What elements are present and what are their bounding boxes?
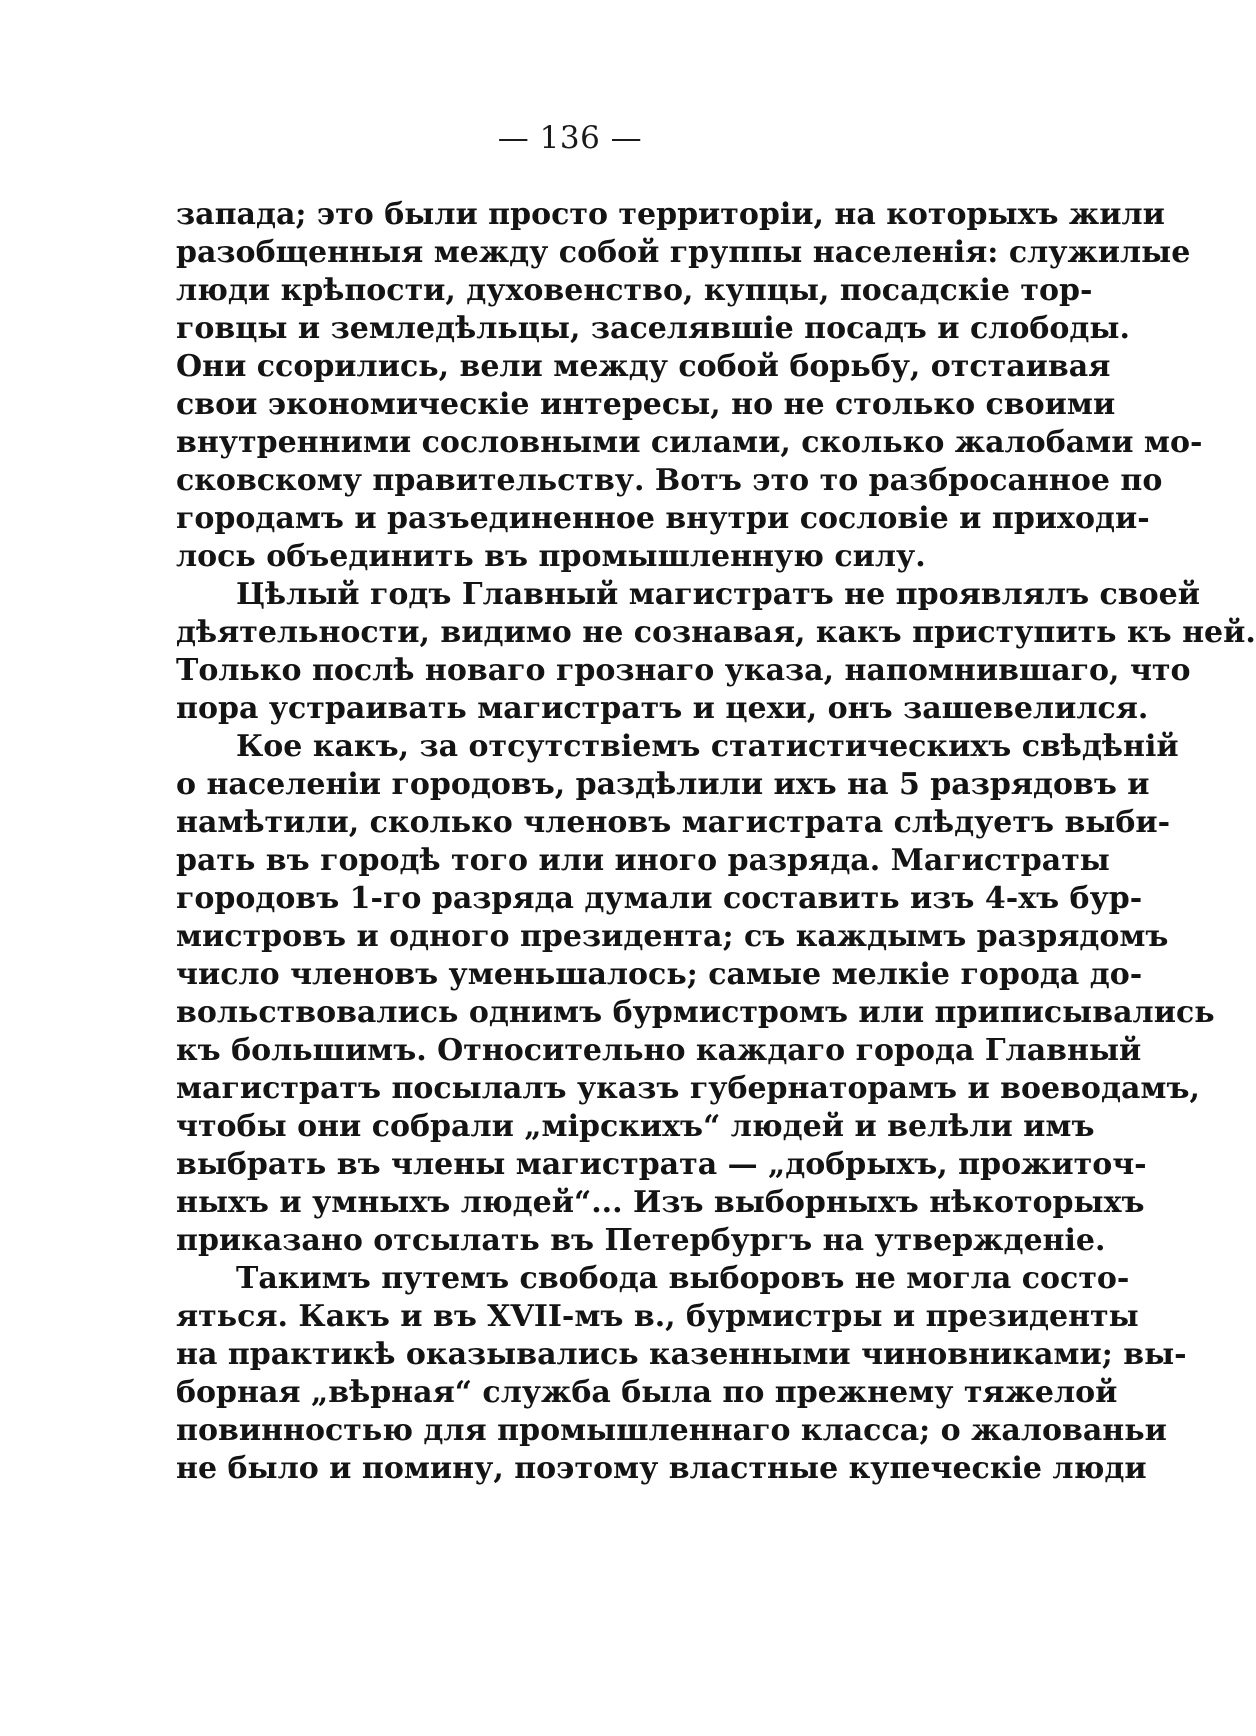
text-line: мистровъ и одного президента; съ каждымъ разрядомъ [176,919,1169,954]
text-line: выбрать въ члены магистрата — „добрыхъ, прожиточ- [176,1147,1147,1182]
paragraph [176,576,1256,728]
text-line: Такимъ путемъ свобода выборовъ не могла состо- [236,1261,1130,1296]
text-line: люди крѣпости, духовенство, купцы, посадскіе тор- [176,273,1093,308]
text-line: лось объединить въ промышленную силу. [176,539,926,574]
paragraph [176,1260,1187,1488]
text-line: намѣтили, сколько членовъ магистрата слѣдуетъ выби- [176,805,1171,840]
text-line: городовъ 1-го разряда думали составить изъ 4-хъ бур- [176,881,1143,916]
text-line: говцы и земледѣльцы, заселявшіе посадъ и слободы. [176,311,1130,346]
text-line: приказано отсылать въ Петербургъ на утвержденіе. [176,1223,1106,1258]
body-text [176,196,1256,1488]
text-line: рать въ городѣ того или иного разряда. Магистраты [176,843,1110,878]
text-line: вольствовались однимъ бурмистромъ или приписывались [176,995,1215,1030]
text-line: Цѣлый годъ Главный магистратъ не проявлялъ своей [236,577,1200,612]
text-line: сковскому правительству. Вотъ это то разбросанное по [176,463,1163,498]
text-line: разобщенныя между собой группы населенія: служилые [176,235,1191,270]
paragraph [176,728,1215,1260]
text-line: число членовъ уменьшалось; самые мелкіе города до- [176,957,1143,992]
text-line: на практикѣ оказывались казенными чиновниками; вы- [176,1337,1187,1372]
text-line: къ большимъ. Относительно каждаго города Главный [176,1033,1142,1068]
text-line: Они ссорились, вели между собой борьбу, отстаивая [176,349,1111,384]
text-line: не было и помину, поэтому властные купеческіе люди [176,1451,1147,1486]
text-line: Только послѣ новаго грознаго указа, напомнившаго, что [176,653,1191,688]
text-line: чтобы они собрали „мірскихъ“ людей и велѣли имъ [176,1109,1095,1144]
text-line: яться. Какъ и въ XVII-мъ в., бурмистры и президенты [176,1299,1139,1334]
text-line: дѣятельности, видимо не сознавая, какъ приступить къ ней. [176,615,1256,650]
paragraph [176,196,1203,576]
text-line: внутренними сословными силами, сколько жалобами мо- [176,425,1203,460]
text-line: повинностью для промышленнаго класса; о жалованьи [176,1413,1167,1448]
text-line: городамъ и разъединенное внутри сословіе и приходи- [176,501,1150,536]
text-line: о населеніи городовъ, раздѣлили ихъ на 5 разрядовъ и [176,767,1150,802]
text-line: пора устраивать магистратъ и цехи, онъ зашевелился. [176,691,1149,726]
page-number: — 136 — [497,120,643,156]
text-line: Кое какъ, за отсутствіемъ статистическихъ свѣдѣній [236,729,1179,764]
text-line: борная „вѣрная“ служба была по прежнему тяжелой [176,1375,1118,1410]
text-line: магистратъ посылалъ указъ губернаторамъ и воеводамъ, [176,1071,1200,1106]
text-line: свои экономическіе интересы, но не столько своими [176,387,1116,422]
text-line: запада; это были просто территоріи, на которыхъ жили [176,197,1165,232]
text-line: ныхъ и умныхъ людей“... Изъ выборныхъ нѣкоторыхъ [176,1185,1145,1220]
